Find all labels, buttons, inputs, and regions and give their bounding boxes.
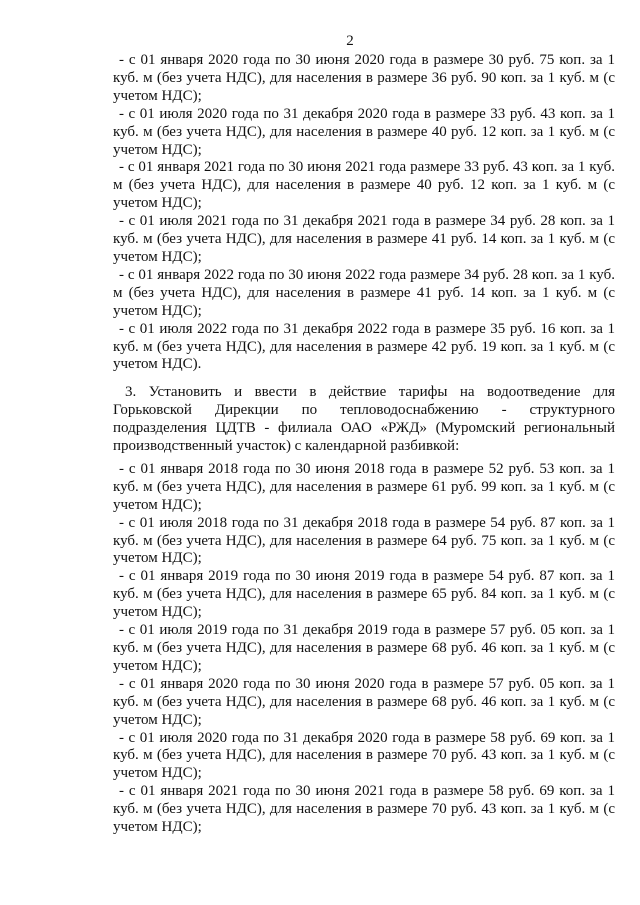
tariff-entry: - с 01 июля 2020 года по 31 декабря 2020 года в размере 58 руб. 69 коп. за 1 куб. м (без учета НДС), для населения в размере 70 руб. 43 коп. за 1 куб. м (с учетом НДС); [113, 729, 615, 782]
tariff-entry: - с 01 июля 2021 года по 31 декабря 2021 года в размере 34 руб. 28 коп. за 1 куб. м (без учета НДС), для населения в размере 41 руб. 14 коп. за 1 куб. м (с учетом НДС); [113, 213, 615, 265]
tariff-entry: - с 01 января 2018 года по 30 июня 2018 года в размере 52 руб. 53 коп. за 1 куб. м (без учета НДС), для населения в размере 61 руб. 99 коп. за 1 куб. м (с учетом НДС); [113, 460, 615, 513]
tariff-entry: - с 01 января 2020 года по 30 июня 2020 года в размере 30 руб. 75 коп. за 1 куб. м (без учета НДС), для населения в размере 36 руб. 90 коп. за 1 куб. м (с учетом НДС); [113, 52, 615, 104]
tariff-list-water-supply [113, 52, 615, 374]
document-body [113, 52, 615, 837]
tariff-entry: - с 01 января 2022 года по 30 июня 2022 года размере 34 руб. 28 коп. за 1 куб. м (без учета НДС), для населения в размере 41 руб. 14 коп. за 1 куб. м (с учетом НДС); [113, 266, 615, 319]
tariff-entry: - с 01 января 2021 года по 30 июня 2021 года размере 33 руб. 43 коп. за 1 куб. м (без учета НДС), для населения в размере 40 руб. 12 коп. за 1 куб. м (с учетом НДС); [113, 159, 615, 212]
paragraph-3-wastewater: 3. Установить и ввести в действие тарифы на водоотведение для Горьковской Дирекции по тепловодоснабжению - структурного подразделения ЦДТВ - филиала ОАО «РЖД» (Муромский региональный производственный участок) с календарной разбивкой: [113, 384, 615, 455]
page-number: 2 [346, 33, 354, 49]
tariff-entry: - с 01 июля 2020 года по 31 декабря 2020 года в размере 33 руб. 43 коп. за 1 куб. м (без учета НДС), для населения в размере 40 руб. 12 коп. за 1 куб. м (с учетом НДС); [113, 105, 615, 158]
tariff-entry: - с 01 января 2020 года по 30 июня 2020 года в размере 57 руб. 05 коп. за 1 куб. м (без учета НДС), для населения в размере 68 руб. 46 коп. за 1 куб. м (с учетом НДС); [113, 675, 615, 728]
tariff-entry: - с 01 июля 2022 года по 31 декабря 2022 года в размере 35 руб. 16 коп. за 1 куб. м (без учета НДС), для населения в размере 42 руб. 19 коп. за 1 куб. м (с учетом НДС). [113, 320, 615, 373]
tariff-entry: - с 01 июля 2018 года по 31 декабря 2018 года в размере 54 руб. 87 коп. за 1 куб. м (без учета НДС), для населения в размере 64 руб. 75 коп. за 1 куб. м (с учетом НДС); [113, 514, 615, 567]
tariff-entry: - с 01 января 2019 года по 30 июня 2019 года в размере 54 руб. 87 коп. за 1 куб. м (без учета НДС), для населения в размере 65 руб. 84 коп. за 1 куб. м (с учетом НДС); [113, 568, 615, 621]
tariff-entry: - с 01 января 2021 года по 30 июня 2021 года в размере 58 руб. 69 коп. за 1 куб. м (без учета НДС), для населения в размере 70 руб. 43 коп. за 1 куб. м (с учетом НДС); [113, 783, 615, 836]
tariff-list-wastewater [113, 461, 615, 837]
tariff-entry: - с 01 июля 2019 года по 31 декабря 2019 года в размере 57 руб. 05 коп. за 1 куб. м (без учета НДС), для населения в размере 68 руб. 46 коп. за 1 куб. м (с учетом НДС); [113, 622, 615, 674]
